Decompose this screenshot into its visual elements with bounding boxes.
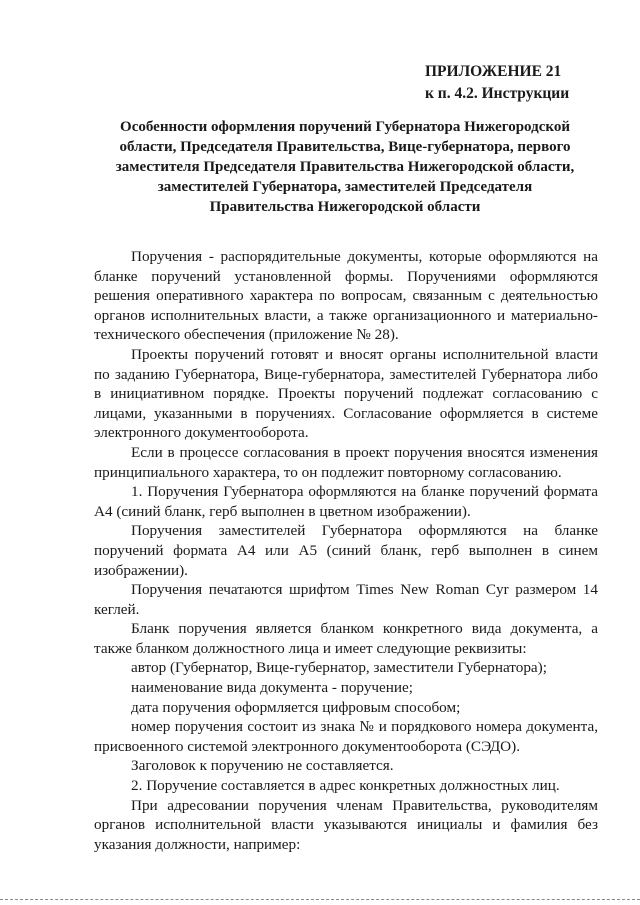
paragraph: При адресовании поручения членам Правительства, руководителям органов исполнительной власти указываются инициалы и фамилия без указания должности, например: xyxy=(94,796,598,853)
appendix-header xyxy=(425,61,569,105)
list-item: номер поручения состоит из знака № и порядкового номера документа, присвоенного системой электронного документооборота (СЭДО). xyxy=(94,718,598,755)
document-title: Особенности оформления поручений Губернатора Нижегородской области, Председателя Правительства, Вице-губернатора, первого заместителя Председателя Правительства Нижегородской области, заместителей Губернатора, заместителей Председателя Правительства Нижегородской области xyxy=(115,119,575,215)
paragraph: Если в процессе согласования в проект поручения вносятся изменения принципиального характера, то он подлежит повторному согласованию. xyxy=(94,443,598,481)
list-item: наименование вида документа - поручение; xyxy=(131,679,414,697)
paragraph: 2. Поручение составляется в адрес конкретных должностных лиц. xyxy=(131,777,560,795)
appendix-number: ПРИЛОЖЕНИЕ 21 xyxy=(425,63,562,80)
list-item: дата поручения оформляется цифровым способом; xyxy=(131,698,461,716)
paragraph: Заголовок к поручению не составляется. xyxy=(131,757,394,775)
page-bottom-edge xyxy=(0,899,640,900)
paragraph: Поручения - распорядительные документы, которые оформляются на бланке поручений установленной формы. Поручениями оформляются решения оперативного характера по вопросам, связанным с деятельностью органов исполнительных власти, а также организационного и материально-технического обеспечения (приложение № 28). xyxy=(94,248,598,344)
paragraph: Поручения печатаются шрифтом Times New Roman Cyr размером 14 кеглей. xyxy=(94,581,598,618)
document-body xyxy=(94,247,598,854)
list-item: автор (Губернатор, Вице-губернатор, заместители Губернатора); xyxy=(131,659,547,677)
paragraph: Поручения заместителей Губернатора оформляются на бланке поручений формата А4 или А5 (синий бланк, герб выполнен в синем изображении). xyxy=(94,522,598,579)
paragraph: Бланк поручения является бланком конкретного вида документа, а также бланком должностного лица и имеет следующие реквизиты: xyxy=(94,620,598,657)
paragraph: 1. Поручения Губернатора оформляются на бланке поручений формата А4 (синий бланк, герб выполнен в цветном изображении). xyxy=(94,483,598,520)
appendix-reference: к п. 4.2. Инструкции xyxy=(425,85,570,102)
paragraph: Проекты поручений готовят и вносят органы исполнительной власти по заданию Губернатора, Вице-губернатора, заместителей Губернатора либо в инициативном порядке. Проекты поручений подлежат согласованию с лицами, указанными в поручениях. Согласование оформляется в системе электронного документооборота. xyxy=(94,345,598,442)
